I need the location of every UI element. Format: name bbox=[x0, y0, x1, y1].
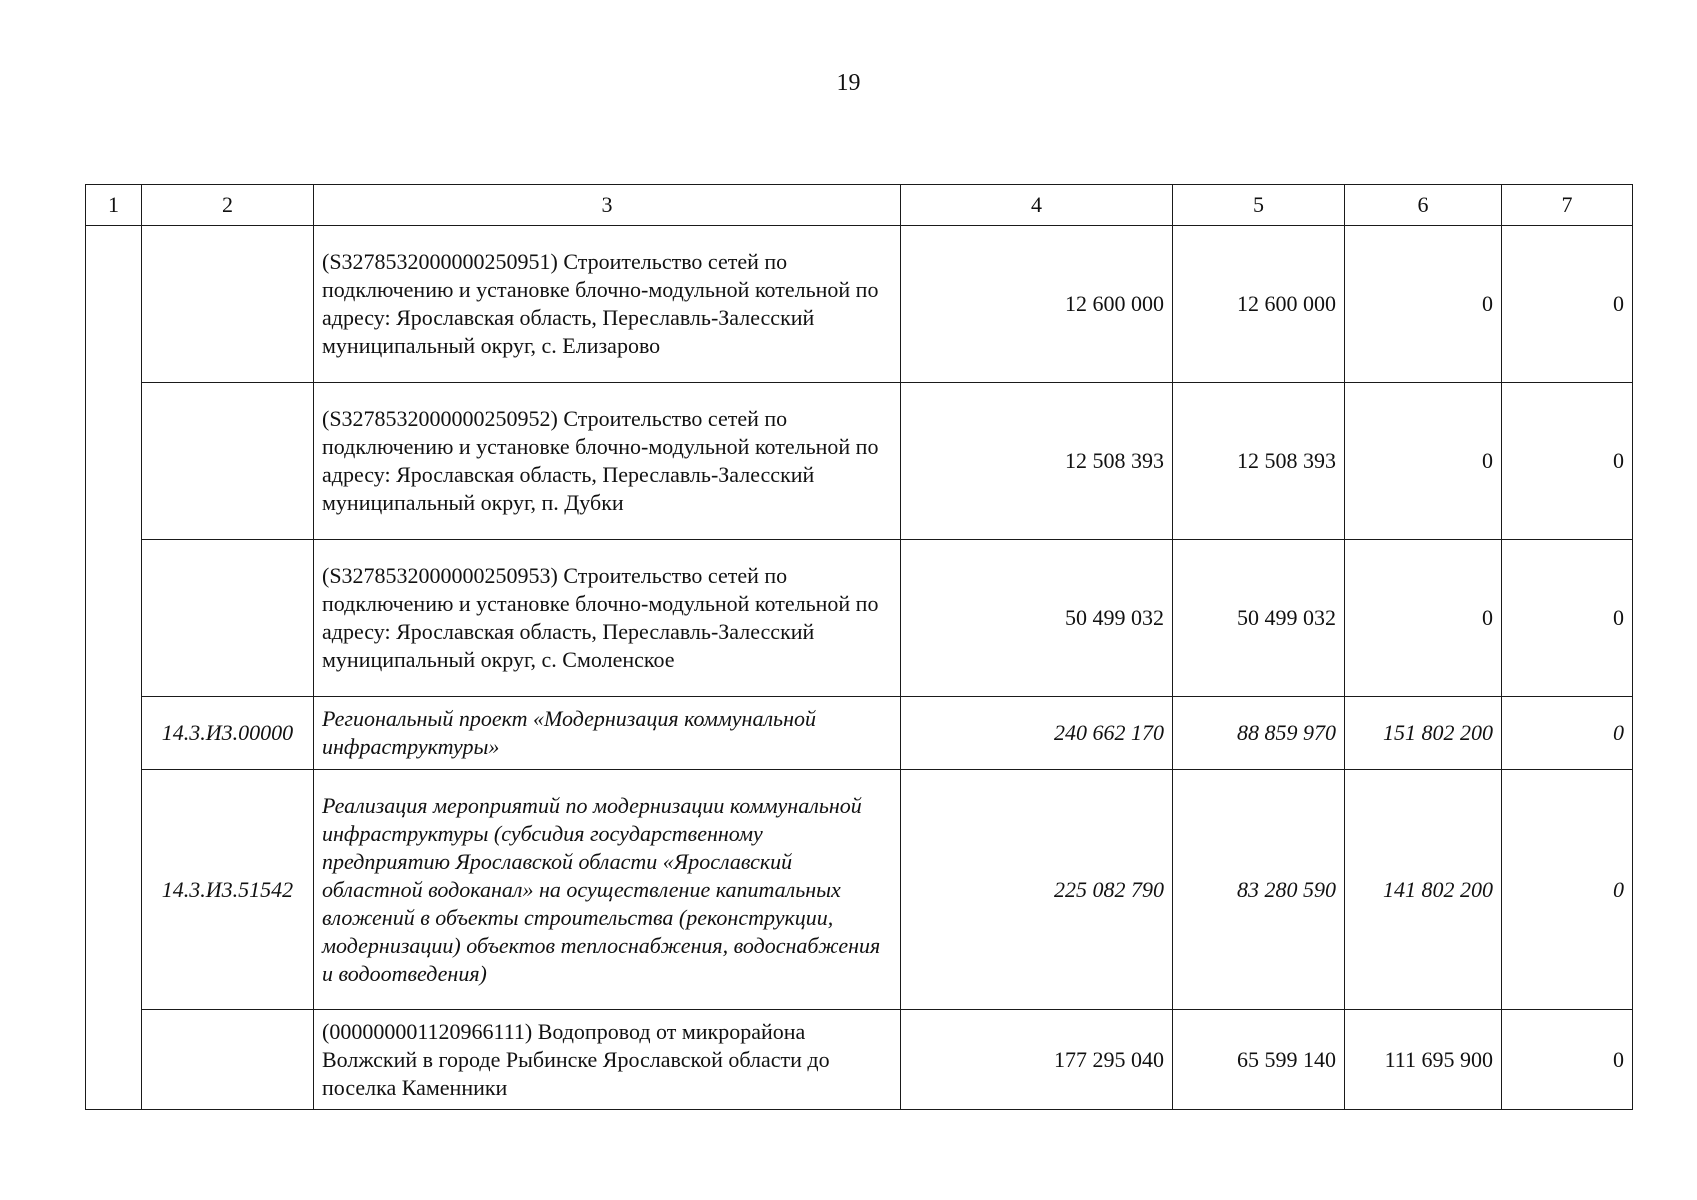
row-col6-value: 0 bbox=[1345, 226, 1502, 383]
row-code bbox=[142, 1010, 314, 1110]
row-col5-value: 83 280 590 bbox=[1173, 770, 1345, 1010]
row-col4-value: 12 508 393 bbox=[901, 383, 1173, 540]
row-description: (S3278532000000250952) Строительство сетей по подключению и установке блочно-модульной котельной по адресу: Ярославская область, Переславль-Залесский муниципальный округ, п. Дубки bbox=[314, 383, 901, 540]
row-description: Региональный проект «Модернизация коммунальной инфраструктуры» bbox=[314, 697, 901, 770]
row-col5-value: 50 499 032 bbox=[1173, 540, 1345, 697]
row-col4-value: 50 499 032 bbox=[901, 540, 1173, 697]
row-col4-value: 177 295 040 bbox=[901, 1010, 1173, 1110]
header-col-3: 3 bbox=[314, 185, 901, 226]
row-code: 14.3.И3.51542 bbox=[142, 770, 314, 1010]
row-col7-value: 0 bbox=[1502, 697, 1633, 770]
header-col-1: 1 bbox=[86, 185, 142, 226]
header-col-5: 5 bbox=[1173, 185, 1345, 226]
header-col-7: 7 bbox=[1502, 185, 1633, 226]
row-col7-value: 0 bbox=[1502, 383, 1633, 540]
row-description: (S3278532000000250953) Строительство сетей по подключению и установке блочно-модульной котельной по адресу: Ярославская область, Переславль-Залесский муниципальный округ, с. Смоленское bbox=[314, 540, 901, 697]
row-col5-value: 65 599 140 bbox=[1173, 1010, 1345, 1110]
table-row bbox=[86, 226, 1633, 383]
row-col4-value: 240 662 170 bbox=[901, 697, 1173, 770]
table-row bbox=[86, 383, 1633, 540]
table-row bbox=[86, 1010, 1633, 1110]
row-col7-value: 0 bbox=[1502, 226, 1633, 383]
row-code: 14.3.И3.00000 bbox=[142, 697, 314, 770]
row-col6-value: 151 802 200 bbox=[1345, 697, 1502, 770]
row-code bbox=[142, 226, 314, 383]
row-col7-value: 0 bbox=[1502, 1010, 1633, 1110]
table-row bbox=[86, 697, 1633, 770]
row-col5-value: 12 600 000 bbox=[1173, 226, 1345, 383]
row-col6-value: 141 802 200 bbox=[1345, 770, 1502, 1010]
row-col6-value: 0 bbox=[1345, 540, 1502, 697]
header-row bbox=[86, 185, 1633, 226]
row-col5-value: 88 859 970 bbox=[1173, 697, 1345, 770]
table-row bbox=[86, 770, 1633, 1010]
row-description: Реализация мероприятий по модернизации коммунальной инфраструктуры (субсидия государственному предприятию Ярославской области «Ярославский областной водоканал» на осуществление капитальных вложений в объекты строительства (реконструкции, модернизации) объектов теплоснабжения, водоснабжения и водоотведения) bbox=[314, 770, 901, 1010]
row-description: (S3278532000000250951) Строительство сетей по подключению и установке блочно-модульной котельной по адресу: Ярославская область, Переславль-Залесский муниципальный округ, с. Елизарово bbox=[314, 226, 901, 383]
row-description: (000000001120966111) Водопровод от микрорайона Волжский в городе Рыбинске Ярославской области до поселка Каменники bbox=[314, 1010, 901, 1110]
row-code bbox=[142, 383, 314, 540]
col1-empty-cell bbox=[86, 226, 142, 1110]
header-col-2: 2 bbox=[142, 185, 314, 226]
header-col-4: 4 bbox=[901, 185, 1173, 226]
row-col6-value: 111 695 900 bbox=[1345, 1010, 1502, 1110]
row-col4-value: 225 082 790 bbox=[901, 770, 1173, 1010]
budget-table bbox=[85, 184, 1633, 1110]
row-col5-value: 12 508 393 bbox=[1173, 383, 1345, 540]
page-number: 19 bbox=[836, 70, 861, 96]
table-row bbox=[86, 540, 1633, 697]
header-col-6: 6 bbox=[1345, 185, 1502, 226]
row-col4-value: 12 600 000 bbox=[901, 226, 1173, 383]
row-col6-value: 0 bbox=[1345, 383, 1502, 540]
row-col7-value: 0 bbox=[1502, 540, 1633, 697]
row-code bbox=[142, 540, 314, 697]
row-col7-value: 0 bbox=[1502, 770, 1633, 1010]
